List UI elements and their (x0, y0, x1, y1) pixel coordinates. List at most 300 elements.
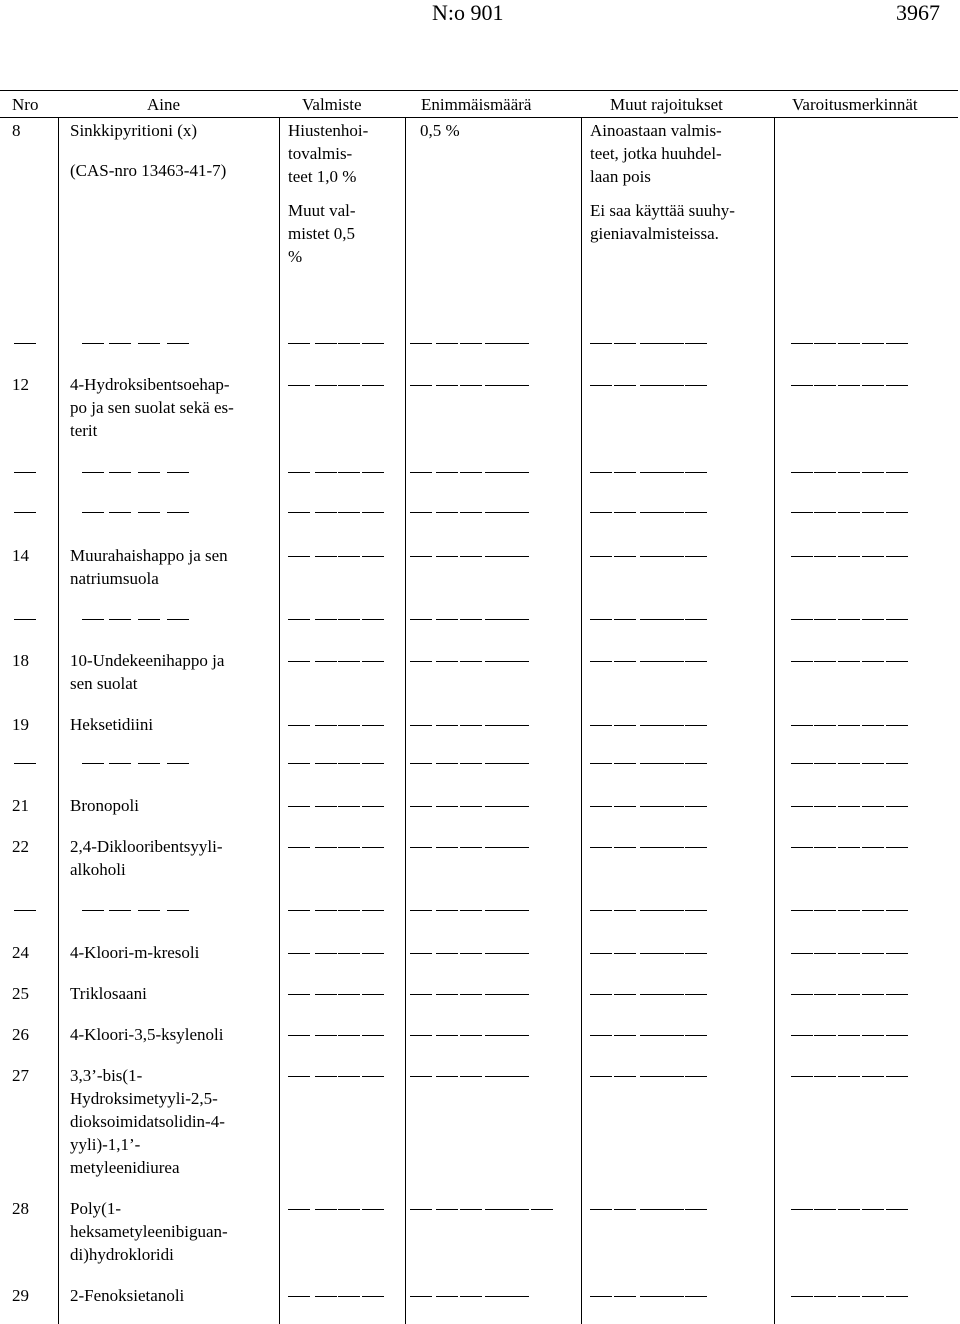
not-applicable-dash (436, 806, 458, 807)
not-applicable-dash (288, 953, 310, 954)
omitted-row-dash (485, 472, 507, 473)
not-applicable-dash (338, 994, 360, 995)
preparation-line: % (288, 247, 303, 266)
not-applicable-dash (362, 994, 384, 995)
omitted-row-dash (814, 910, 836, 911)
omitted-row-dash (315, 472, 337, 473)
row-number: 24 (12, 943, 29, 962)
not-applicable-dash (614, 385, 636, 386)
omitted-row-dash (138, 619, 160, 620)
not-applicable-dash (315, 847, 337, 848)
not-applicable-dash (507, 953, 529, 954)
not-applicable-dash (886, 725, 908, 726)
not-applicable-dash (485, 1076, 507, 1077)
not-applicable-dash (886, 385, 908, 386)
restriction-line: teet, jotka huuhdel- (590, 144, 722, 163)
preparation-line: teet 1,0 % (288, 167, 357, 186)
omitted-row-dash (685, 763, 707, 764)
not-applicable-dash (886, 1076, 908, 1077)
substance-name-line: Hydroksimetyyli-2,5- (70, 1089, 218, 1108)
not-applicable-dash (590, 994, 612, 995)
not-applicable-dash (485, 1035, 507, 1036)
omitted-row-dash (460, 910, 482, 911)
substance-name-line: metyleenidiurea (70, 1158, 180, 1177)
omitted-row-dash (338, 343, 360, 344)
not-applicable-dash (685, 1035, 707, 1036)
not-applicable-dash (288, 1296, 310, 1297)
not-applicable-dash (436, 1076, 458, 1077)
not-applicable-dash (862, 1209, 884, 1210)
substance-name (70, 1197, 270, 1266)
not-applicable-dash (338, 806, 360, 807)
not-applicable-dash (485, 806, 507, 807)
not-applicable-dash (338, 1035, 360, 1036)
not-applicable-dash (338, 847, 360, 848)
restriction-line: gieniavalmisteissa. (590, 224, 719, 243)
not-applicable-dash (315, 1209, 337, 1210)
substance-name (70, 649, 270, 695)
not-applicable-dash (862, 1076, 884, 1077)
row-number: 22 (12, 837, 29, 856)
row-number: 25 (12, 984, 29, 1003)
omitted-row-dash (138, 910, 160, 911)
not-applicable-dash (485, 847, 507, 848)
not-applicable-dash (662, 1209, 684, 1210)
omitted-row-dash (109, 512, 131, 513)
not-applicable-dash (814, 1209, 836, 1210)
omitted-row-dash (791, 910, 813, 911)
substance-name-line: alkoholi (70, 860, 126, 879)
omitted-row-dash (791, 512, 813, 513)
not-applicable-dash (685, 994, 707, 995)
omitted-row-dash (82, 910, 104, 911)
not-applicable-dash (460, 556, 482, 557)
not-applicable-dash (662, 1076, 684, 1077)
not-applicable-dash (288, 725, 310, 726)
restriction-line: Ainoastaan valmis- (590, 121, 722, 140)
omitted-row-dash (662, 343, 684, 344)
substance-name-line: 2,4-Diklooribentsyyli- (70, 837, 223, 856)
substance-name-line: sen suolat (70, 674, 138, 693)
not-applicable-dash (460, 385, 482, 386)
omitted-row-dash (862, 910, 884, 911)
not-applicable-dash (362, 1035, 384, 1036)
omitted-row-dash (838, 619, 860, 620)
omitted-row-dash (814, 472, 836, 473)
not-applicable-dash (338, 385, 360, 386)
omitted-row-dash (315, 343, 337, 344)
not-applicable-dash (662, 847, 684, 848)
not-applicable-dash (685, 806, 707, 807)
not-applicable-dash (590, 953, 612, 954)
substance-name (70, 982, 270, 1005)
not-applicable-dash (590, 847, 612, 848)
omitted-row-dash (507, 763, 529, 764)
omitted-row-dash (138, 512, 160, 513)
omitted-row-dash (82, 343, 104, 344)
not-applicable-dash (507, 556, 529, 557)
omitted-row-dash (685, 910, 707, 911)
omitted-row-dash (460, 619, 482, 620)
not-applicable-dash (507, 385, 529, 386)
omitted-row-dash (507, 343, 529, 344)
omitted-row-dash (886, 763, 908, 764)
not-applicable-dash (838, 1035, 860, 1036)
not-applicable-dash (685, 1076, 707, 1077)
not-applicable-dash (640, 847, 662, 848)
not-applicable-dash (862, 1035, 884, 1036)
not-applicable-dash (338, 1296, 360, 1297)
not-applicable-dash (838, 1296, 860, 1297)
not-applicable-dash (685, 661, 707, 662)
omitted-row-dash (288, 343, 310, 344)
omitted-row-dash (460, 343, 482, 344)
omitted-row-dash (485, 512, 507, 513)
omitted-row-dash (167, 472, 189, 473)
omitted-row-dash (109, 619, 131, 620)
not-applicable-dash (862, 661, 884, 662)
omitted-row-dash (614, 512, 636, 513)
not-applicable-dash (685, 953, 707, 954)
omitted-row-dash (485, 763, 507, 764)
not-applicable-dash (507, 1209, 529, 1210)
not-applicable-dash (436, 556, 458, 557)
not-applicable-dash (838, 994, 860, 995)
omitted-row-dash (362, 763, 384, 764)
preparation-line: Muut val- (288, 201, 356, 220)
omitted-row-dash (436, 619, 458, 620)
not-applicable-dash (590, 1296, 612, 1297)
column-rule (405, 118, 406, 1324)
not-applicable-dash (838, 1076, 860, 1077)
omitted-row-dash (338, 910, 360, 911)
omitted-row-dash (436, 343, 458, 344)
not-applicable-dash (410, 806, 432, 807)
not-applicable-dash (614, 661, 636, 662)
not-applicable-dash (862, 1296, 884, 1297)
omitted-row-dash (14, 512, 36, 513)
omitted-row-dash (288, 619, 310, 620)
omitted-row-dash (167, 619, 189, 620)
not-applicable-dash (662, 385, 684, 386)
substance-name (70, 713, 270, 736)
not-applicable-dash (288, 847, 310, 848)
not-applicable-dash (791, 1209, 813, 1210)
omitted-row-dash (410, 763, 432, 764)
omitted-row-dash (338, 619, 360, 620)
not-applicable-dash (838, 847, 860, 848)
not-applicable-dash (315, 385, 337, 386)
column-header-aine: Aine (147, 95, 181, 114)
omitted-row-dash (662, 910, 684, 911)
omitted-row-dash (814, 763, 836, 764)
omitted-row-dash (288, 910, 310, 911)
not-applicable-dash (288, 385, 310, 386)
omitted-row-dash (410, 619, 432, 620)
omitted-row-dash (460, 472, 482, 473)
omitted-row-dash (288, 512, 310, 513)
omitted-row-dash (82, 763, 104, 764)
not-applicable-dash (791, 1076, 813, 1077)
column-header-valmiste: Valmiste (302, 95, 362, 114)
not-applicable-dash (460, 725, 482, 726)
preparation-line: Hiustenhoi- (288, 121, 369, 140)
restriction-line: laan pois (590, 167, 651, 186)
row-number: 8 (12, 121, 21, 140)
not-applicable-dash (614, 1035, 636, 1036)
not-applicable-dash (862, 556, 884, 557)
not-applicable-dash (814, 556, 836, 557)
not-applicable-dash (288, 806, 310, 807)
not-applicable-dash (362, 1076, 384, 1077)
table-top-rule (0, 90, 958, 91)
omitted-row-dash (640, 910, 662, 911)
row-number: 18 (12, 651, 29, 670)
not-applicable-dash (814, 953, 836, 954)
omitted-row-dash (436, 763, 458, 764)
substance-name (70, 1023, 270, 1046)
not-applicable-dash (791, 806, 813, 807)
substance-name (70, 794, 270, 817)
omitted-row-dash (82, 472, 104, 473)
omitted-row-dash (109, 472, 131, 473)
omitted-row-dash (640, 343, 662, 344)
omitted-row-dash (315, 619, 337, 620)
omitted-row-dash (814, 619, 836, 620)
not-applicable-dash (460, 994, 482, 995)
column-header-muut-rajoitukset: Muut rajoitukset (610, 95, 723, 114)
not-applicable-dash (685, 1209, 707, 1210)
not-applicable-dash (507, 994, 529, 995)
not-applicable-dash (640, 994, 662, 995)
not-applicable-dash (590, 1076, 612, 1077)
not-applicable-dash (614, 806, 636, 807)
not-applicable-dash (640, 1076, 662, 1077)
not-applicable-dash (814, 847, 836, 848)
not-applicable-dash (886, 1209, 908, 1210)
not-applicable-dash (886, 953, 908, 954)
omitted-row-dash (109, 910, 131, 911)
not-applicable-dash (362, 385, 384, 386)
column-rule (774, 118, 775, 1324)
omitted-row-dash (485, 910, 507, 911)
not-applicable-dash (814, 806, 836, 807)
omitted-row-dash (614, 619, 636, 620)
omitted-row-dash (288, 472, 310, 473)
omitted-row-dash (436, 472, 458, 473)
not-applicable-dash (362, 556, 384, 557)
not-applicable-dash (362, 661, 384, 662)
not-applicable-dash (838, 385, 860, 386)
substance-name-line: 4-Kloori-m-kresoli (70, 943, 200, 962)
row-number: 28 (12, 1199, 29, 1218)
not-applicable-dash (410, 556, 432, 557)
not-applicable-dash (338, 661, 360, 662)
not-applicable-dash (507, 661, 529, 662)
not-applicable-dash (531, 1209, 553, 1210)
substance-name-line: di)hydrokloridi (70, 1245, 174, 1264)
omitted-row-dash (662, 512, 684, 513)
omitted-row-dash (410, 343, 432, 344)
omitted-row-dash (14, 763, 36, 764)
not-applicable-dash (791, 725, 813, 726)
not-applicable-dash (614, 1076, 636, 1077)
not-applicable-dash (288, 661, 310, 662)
substance-name-line: Bronopoli (70, 796, 139, 815)
substance-name (70, 119, 270, 182)
not-applicable-dash (288, 1076, 310, 1077)
not-applicable-dash (640, 1296, 662, 1297)
preparation-line: mistet 0,5 (288, 224, 356, 243)
not-applicable-dash (886, 1035, 908, 1036)
substance-name-line: dioksoimidatsolidin-4- (70, 1112, 225, 1131)
not-applicable-dash (485, 725, 507, 726)
row-number: 21 (12, 796, 29, 815)
not-applicable-dash (338, 1076, 360, 1077)
not-applicable-dash (685, 385, 707, 386)
omitted-row-dash (640, 763, 662, 764)
omitted-row-dash (14, 472, 36, 473)
not-applicable-dash (485, 661, 507, 662)
row-number: 14 (12, 546, 29, 565)
omitted-row-dash (507, 472, 529, 473)
omitted-row-dash (640, 619, 662, 620)
omitted-row-dash (791, 472, 813, 473)
restriction-line: Ei saa käyttää suuhy- (590, 201, 735, 220)
omitted-row-dash (614, 343, 636, 344)
not-applicable-dash (315, 1296, 337, 1297)
not-applicable-dash (590, 385, 612, 386)
omitted-row-dash (167, 343, 189, 344)
preparation-line: tovalmis- (288, 144, 353, 163)
not-applicable-dash (410, 1035, 432, 1036)
omitted-row-dash (862, 512, 884, 513)
omitted-row-dash (590, 512, 612, 513)
not-applicable-dash (862, 385, 884, 386)
not-applicable-dash (662, 953, 684, 954)
omitted-row-dash (590, 472, 612, 473)
not-applicable-dash (791, 556, 813, 557)
omitted-row-dash (362, 512, 384, 513)
omitted-row-dash (82, 512, 104, 513)
omitted-row-dash (614, 763, 636, 764)
not-applicable-dash (315, 953, 337, 954)
not-applicable-dash (590, 725, 612, 726)
not-applicable-dash (507, 806, 529, 807)
not-applicable-dash (338, 1209, 360, 1210)
not-applicable-dash (614, 1209, 636, 1210)
omitted-row-dash (862, 763, 884, 764)
omitted-row-dash (814, 343, 836, 344)
not-applicable-dash (362, 847, 384, 848)
omitted-row-dash (167, 763, 189, 764)
not-applicable-dash (614, 725, 636, 726)
omitted-row-dash (460, 512, 482, 513)
not-applicable-dash (614, 1296, 636, 1297)
row-number: 26 (12, 1025, 29, 1044)
not-applicable-dash (436, 1209, 458, 1210)
substance-name-line: 4-Kloori-3,5-ksylenoli (70, 1025, 224, 1044)
substance-name-line: Poly(1- (70, 1199, 121, 1218)
not-applicable-dash (791, 953, 813, 954)
omitted-row-dash (362, 472, 384, 473)
not-applicable-dash (838, 556, 860, 557)
not-applicable-dash (886, 661, 908, 662)
substance-name-line: natriumsuola (70, 569, 159, 588)
not-applicable-dash (460, 806, 482, 807)
not-applicable-dash (315, 556, 337, 557)
not-applicable-dash (685, 1296, 707, 1297)
omitted-row-dash (362, 910, 384, 911)
omitted-row-dash (838, 512, 860, 513)
column-rule (279, 118, 280, 1324)
omitted-row-dash (590, 343, 612, 344)
omitted-row-dash (485, 343, 507, 344)
omitted-row-dash (662, 472, 684, 473)
not-applicable-dash (362, 806, 384, 807)
not-applicable-dash (838, 661, 860, 662)
not-applicable-dash (460, 661, 482, 662)
not-applicable-dash (410, 953, 432, 954)
not-applicable-dash (614, 847, 636, 848)
omitted-row-dash (640, 472, 662, 473)
column-rule (58, 118, 59, 1324)
omitted-row-dash (791, 343, 813, 344)
omitted-row-dash (410, 472, 432, 473)
not-applicable-dash (614, 556, 636, 557)
not-applicable-dash (436, 385, 458, 386)
table-header-rule (0, 117, 958, 118)
not-applicable-dash (590, 806, 612, 807)
not-applicable-dash (662, 661, 684, 662)
not-applicable-dash (315, 806, 337, 807)
not-applicable-dash (814, 385, 836, 386)
substance-name-line: heksametyleenibiguan- (70, 1222, 228, 1241)
not-applicable-dash (685, 847, 707, 848)
not-applicable-dash (640, 953, 662, 954)
not-applicable-dash (410, 1076, 432, 1077)
not-applicable-dash (590, 1035, 612, 1036)
not-applicable-dash (460, 1076, 482, 1077)
omitted-row-dash (886, 472, 908, 473)
not-applicable-dash (814, 1035, 836, 1036)
not-applicable-dash (640, 1035, 662, 1036)
omitted-row-dash (507, 910, 529, 911)
not-applicable-dash (590, 661, 612, 662)
omitted-row-dash (288, 763, 310, 764)
omitted-row-dash (614, 910, 636, 911)
not-applicable-dash (485, 994, 507, 995)
not-applicable-dash (662, 806, 684, 807)
not-applicable-dash (886, 556, 908, 557)
not-applicable-dash (814, 1296, 836, 1297)
row-number: 19 (12, 715, 29, 734)
omitted-row-dash (886, 512, 908, 513)
not-applicable-dash (886, 806, 908, 807)
not-applicable-dash (436, 661, 458, 662)
substance-name-line: 10-Undekeenihappo ja (70, 651, 225, 670)
not-applicable-dash (315, 994, 337, 995)
omitted-row-dash (886, 910, 908, 911)
not-applicable-dash (507, 725, 529, 726)
not-applicable-dash (685, 556, 707, 557)
omitted-row-dash (338, 512, 360, 513)
not-applicable-dash (362, 1209, 384, 1210)
not-applicable-dash (315, 661, 337, 662)
not-applicable-dash (838, 953, 860, 954)
column-header-varoitusmerkinnat: Varoitusmerkinnät (792, 95, 918, 114)
not-applicable-dash (838, 806, 860, 807)
